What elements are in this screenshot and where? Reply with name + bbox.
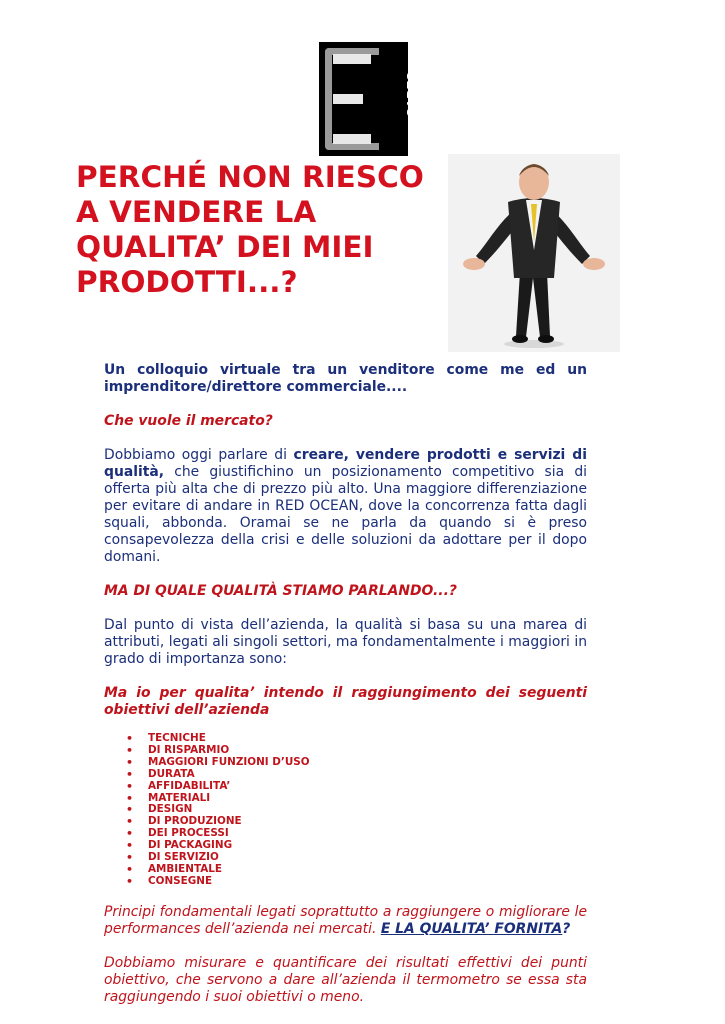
list-item: • DEI PROCESSI — [148, 828, 587, 840]
logo-text: SABES — [404, 72, 419, 117]
paragraph-1 — [104, 447, 587, 566]
list-item: • MATERIALI — [148, 793, 587, 805]
article-body — [104, 362, 587, 1006]
list-item: • CONSEGNE — [148, 876, 587, 888]
list-item: • DESIGN — [148, 804, 587, 816]
paragraph-3-text: Principi fondamentali legati soprattutto a raggiungere o migliorare le performances dell’azienda nei mercati. — [104, 903, 587, 937]
objectives-list — [104, 733, 587, 888]
paragraph-1-before: Dobbiamo oggi parlare di — [104, 447, 294, 463]
paragraph-3 — [104, 904, 587, 938]
logo-bar-bottom — [333, 134, 371, 144]
logo-bar-middle — [333, 94, 363, 104]
list-item: • AFFIDABILITA’ — [148, 781, 587, 793]
list-item: • AMBIENTALE — [148, 864, 587, 876]
list-item: • DURATA — [148, 769, 587, 781]
list-item: • TECNICHE — [148, 733, 587, 745]
list-item: • DI PRODUZIONE — [148, 816, 587, 828]
list-item: • DI RISPARMIO — [148, 745, 587, 757]
paragraph-3-bold: E LA QUALITA’ FORNITA? — [380, 920, 571, 937]
intro-paragraph: Un colloquio virtuale tra un venditore come me ed un imprenditore/direttore commerciale.... — [104, 362, 587, 395]
list-item: • DI PACKAGING — [148, 840, 587, 852]
list-item: • DI SERVIZIO — [148, 852, 587, 864]
logo-bar-top — [333, 54, 371, 64]
paragraph-4: Dobbiamo misurare e quantificare dei risultati effettivi dei punti obiettivo, che servono a dare all’azienda il termometro se essa sta raggiungendo i suoi obiettivi o meno. — [104, 954, 587, 1005]
paragraph-1-after: che giustifichino un posizionamento competitivo sia di offerta più alta che di prezzo più alto. Una maggiore differenziazione per evitare di andare in RED OCEAN, dove la concorrenza fatta dagli squali, abbonda. Oramai se ne parla da quando si è preso consapevolezza della crisi e delle soluzioni da adottare per il dopo domani. — [104, 464, 587, 565]
heading-mercato: Che vuole il mercato? — [104, 413, 273, 429]
heading-obiettivi: Ma io per qualita’ intendo il raggiungimento dei seguenti obiettivi dell’azienda — [104, 685, 587, 718]
page-title: PERCHÉ NON RIESCO A VENDERE LA QUALITA’ DEI MIEI PRODOTTI...? — [76, 160, 424, 299]
paragraph-2: Dal punto di vista dell’azienda, la qualità si basa su una marea di attributi, legati ali singoli settori, ma fondamentalmente i maggiori in grado di importanza sono: — [104, 617, 587, 667]
man-shrugging-icon — [448, 154, 620, 352]
list-item: • MAGGIORI FUNZIONI D’USO — [148, 757, 587, 769]
sabes-logo — [319, 42, 419, 156]
paragraph-1-bold: creare, vendere prodotti e servizi di qualità, — [104, 447, 587, 480]
heading-qualita: MA DI QUALE QUALITÀ STIAMO PARLANDO...? — [104, 583, 457, 599]
